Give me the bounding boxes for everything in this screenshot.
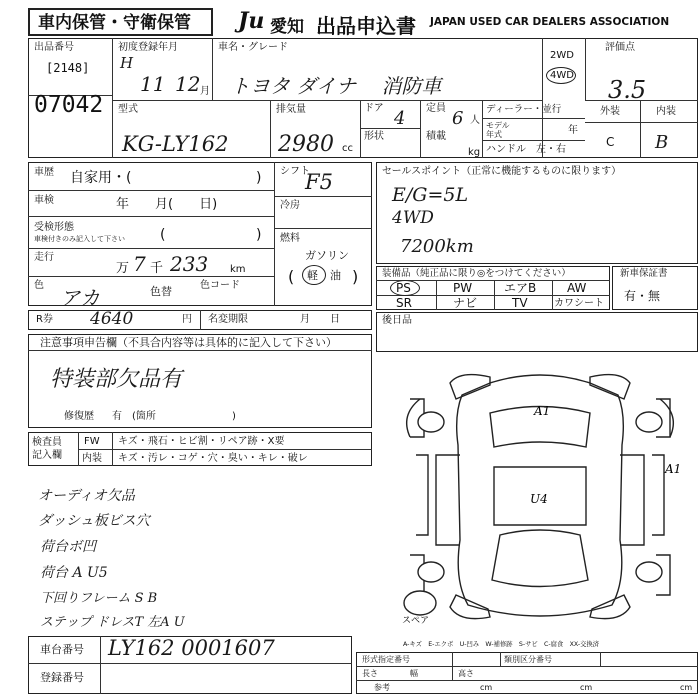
equipment-sr: SR [396,296,412,310]
sales-point-1: E/G=5L [392,184,469,206]
sales-point-label: セールスポイント（正常に機能するものに限ります） [382,166,622,177]
load-unit: kg [468,147,481,158]
sales-point-2: 4WD [392,208,434,228]
inspector-interior-items: キズ・汚レ・コゲ・穴・臭い・キレ・破レ [118,453,308,464]
length-label: 長さ [362,669,378,678]
equipment-airbag: エアB [504,281,537,295]
plate-label: 登録番号 [40,671,84,684]
storage-badge [28,8,213,36]
lot-bracket: [2148] [46,61,90,75]
doors-label: ドア [364,103,384,114]
color-value: アカ [60,286,100,310]
mileage-man: 万 [116,261,130,276]
inspection-label: 車検 [34,195,54,206]
vehicle-diagram [380,355,698,645]
reception-open: ( [160,227,166,243]
type-code: KG-LY162 [122,132,229,156]
interior-label: 内装 [656,106,676,117]
equipment-label: 装備品（純正品に限り◎をつけてください） [382,268,571,279]
registration-month: 12 [175,72,201,96]
shift-value: F5 [305,170,333,194]
class-number-label: 類別区分番号 [504,655,552,664]
year-unit: 年 [568,125,578,136]
name-change-value: 月 日 [300,314,340,325]
exterior-label: 外装 [600,106,620,117]
registration-era: H [120,54,134,72]
displacement-unit: cc [342,143,353,154]
ref-label: 参考 [374,683,390,692]
inspector-label: 検査員 記入欄 [32,437,62,461]
model-name-value: トヨタ ダイナ 消防車 [230,74,442,98]
diagram-label-spare: スペア [402,616,430,626]
inspector-note-2: ダッシュ板ビス穴 [38,513,150,529]
inspector-note-4: 荷台 A U5 [40,565,108,581]
form-title: 出品申込書 [316,14,416,38]
fuel-close: ) [352,267,359,286]
load-label: 積載 [426,131,446,142]
rating-label: 評価点 [605,42,635,53]
mileage-sen: 千 [150,261,164,276]
dealer-label: ディーラー・並行 [486,104,562,115]
mileage-rest: 233 [170,252,209,276]
chassis-value: LY162 0001607 [108,636,275,660]
drive-4wd: 4WD [550,70,574,81]
color-label: 色 [34,280,44,291]
dim-unit-1: cm [480,683,493,692]
fuel-open: ( [288,267,295,286]
displacement-value: 2980 [278,132,334,157]
post-date-label: 後日品 [382,315,412,326]
repair-label: 修復歴 [64,411,94,422]
mileage-label: 走行 [34,252,54,263]
color-code-label: 色コード [200,280,240,291]
equipment-aw: AW [567,281,587,295]
spare-tire-icon [404,591,436,615]
chassis-label: 車台番号 [40,643,84,656]
handle-label: ハンドル 左・右 [486,144,566,155]
height-label: 高さ [458,669,474,678]
shape-label: 形状 [364,131,384,142]
repaint-label: 色替 [150,285,172,298]
shift-label: シフト [280,166,310,177]
displacement-label: 排気量 [276,104,306,115]
model-name-label: 車名・グレード [218,42,288,53]
registration-year: 11 [140,72,166,96]
history-close: ) [256,170,262,186]
type-label: 型式 [118,104,138,115]
inspection-value: 年 月( 日) [116,197,218,212]
equipment-navi: ナビ [453,296,478,310]
recycle-label: R券 [36,314,53,325]
capacity-value: 6 [452,108,464,129]
ju-logo: Ju [238,8,265,34]
notes-handwritten: 特装部欠品有 [50,367,183,392]
drive-2wd: 2WD [550,50,574,61]
exterior-grade: C [606,135,615,149]
form-number-label: 形式指定番号 [362,655,410,664]
repair-value: 有 (箇所 [112,411,156,422]
diagram-label-u4: U4 [530,492,548,506]
dim-unit-3: cm [680,683,693,692]
history-value: 自家用・( [70,170,132,186]
lot-label: 出品番号 [34,42,74,53]
equipment-seat: カワシート [554,298,604,309]
doors-value: 4 [394,108,406,129]
interior-grade: B [655,132,669,153]
fuel-label: 燃料 [280,233,300,244]
equipment-ps: PS [396,281,411,295]
inspector-note-3: 荷台ボ凹 [40,539,96,555]
warranty-value: 有・無 [624,289,661,303]
rating-value: 3.5 [608,76,647,104]
reception-note: 車検付きのみ記入して下さい [34,235,125,243]
region-label: 愛知 [270,17,304,37]
inspector-note-6: ステップ ドレスT 左A U [40,615,185,630]
inspector-note-5: 下回りフレーム S B [40,591,158,606]
dim-unit-2: cm [580,683,593,692]
capacity-unit: 人 [470,115,480,126]
sales-point-3: 7200km [400,236,474,257]
name-change-label: 名変期限 [208,314,248,325]
equipment-tv: TV [512,296,528,310]
repair-close: ) [232,411,236,422]
diagram-label-a1-top: A1 [534,404,551,418]
reception-label: 受検形態 [34,222,74,233]
equipment-pw: PW [453,281,473,295]
registration-month-unit: 月 [200,86,210,97]
association-name: JAPAN USED CAR DEALERS ASSOCIATION [430,16,670,28]
damage-legend: A-キズ E-エクボ U-凹み W-補修跡 S-サビ C-腐食 XX-交換済 [403,641,600,648]
fw-items: キズ・飛石・ヒビ割・リペア跡・X要 [118,436,285,447]
capacity-label: 定員 [426,103,446,114]
mileage-digit: 7 [133,252,146,276]
registration-label: 初度登録年月 [118,42,178,53]
width-label: 幅 [410,669,418,678]
recycle-unit: 円 [182,314,192,325]
reception-close: ) [256,227,262,243]
fuel-gasoline: ガソリン [305,249,349,262]
lot-number: 07042 [34,92,104,118]
diagram-label-a1-right: A1 [665,462,682,476]
mileage-unit: km [230,264,246,275]
notes-label: 注意事項申告欄（不具合内容等は具体的に記入して下さい） [40,336,337,349]
history-label: 車歴 [34,167,54,178]
model-year-label: モデル 年式 [486,121,510,139]
fuel-oil: 油 [330,269,341,282]
warranty-label: 新車保証書 [620,268,668,279]
cooler-label: 冷房 [280,200,300,211]
fuel-light-oil: 軽 [307,269,318,282]
storage-badge-text: 車内保管・守衛保管 [38,13,191,33]
inspector-note-1: オーディオ欠品 [38,488,135,504]
fw-label: FW [84,436,100,447]
post-date-block [376,312,698,352]
inspector-interior-label: 内装 [82,453,102,464]
recycle-value: 4640 [90,309,134,329]
